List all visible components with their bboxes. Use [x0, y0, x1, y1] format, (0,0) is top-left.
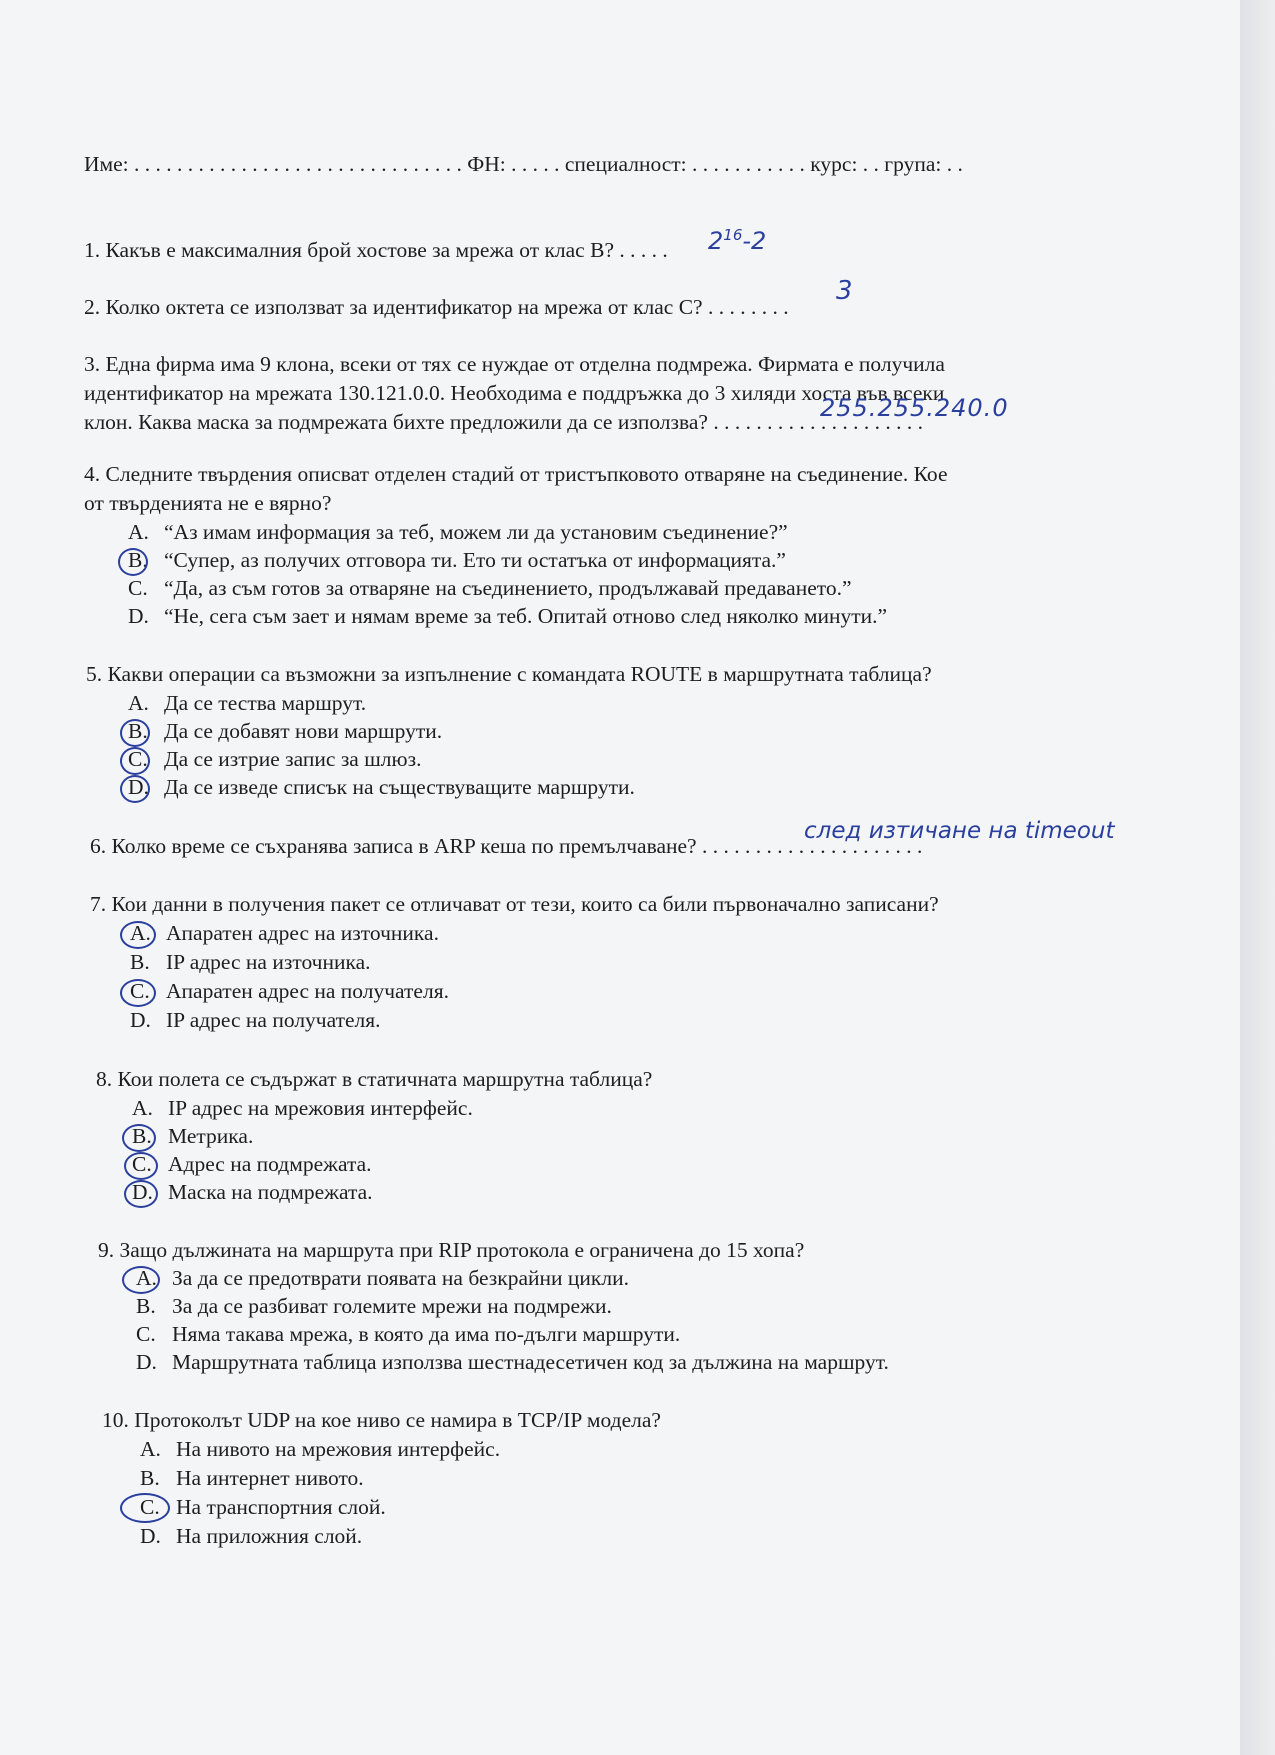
- answer-q3: 255.255.240.0: [820, 394, 1009, 422]
- option-text: За да се разбиват големите мрежи на подмрежи.: [172, 1294, 612, 1318]
- answer-circle-q8-b: [122, 1124, 156, 1152]
- question-10: 10. Протоколът UDP на кое ниво се намира в TCP/IP модела?: [102, 1408, 661, 1432]
- option-letter: D.: [140, 1524, 161, 1548]
- question-9: 9. Защо дължината на маршрута при RIP протокола е ограничена до 15 хопа?: [98, 1238, 805, 1262]
- q9-option-c: [136, 1320, 680, 1349]
- option-letter: B.: [140, 1466, 160, 1490]
- q8-option-d: [132, 1178, 373, 1207]
- option-letter: B.: [130, 950, 150, 974]
- answer-circle-q8-c: [124, 1152, 158, 1180]
- option-letter: C.: [136, 1322, 156, 1346]
- q7-option-c: [130, 977, 449, 1006]
- question-2: 2. Колко октета се използват за идентификатор на мрежа от клас С? . . . . . . . .: [84, 295, 789, 319]
- answer-circle-q8-d: [124, 1180, 158, 1208]
- q4-option-d: [128, 602, 887, 631]
- q7-option-d: [130, 1006, 381, 1035]
- question-3-line-2: идентификатор на мрежата 130.121.0.0. Необходима е поддръжка до 3 хиляди хоста във всеки: [84, 381, 945, 405]
- question-1: 1. Какъв е максималния брой хостове за мрежа от клас B? . . . . .: [84, 238, 668, 262]
- q5-option-c: [128, 745, 421, 774]
- option-text: Апаратен адрес на получателя.: [166, 979, 449, 1003]
- option-text: Маршрутната таблица използва шестнадесетичен код за дължина на маршрут.: [172, 1350, 889, 1374]
- question-8: 8. Кои полета се съдържат в статичната маршрутна таблица?: [96, 1067, 653, 1091]
- option-letter: C.: [132, 1152, 152, 1176]
- q5-option-b: [128, 717, 442, 746]
- option-letter: B.: [136, 1294, 156, 1318]
- option-text: На транспортния слой.: [176, 1495, 386, 1519]
- option-text: На нивото на мрежовия интерфейс.: [176, 1437, 501, 1461]
- option-letter: D.: [130, 1008, 151, 1032]
- option-text: IP адрес на получателя.: [166, 1008, 381, 1032]
- answer-q1-rest: -2: [742, 227, 767, 255]
- q10-option-b: [140, 1464, 364, 1493]
- option-text: “Аз имам информация за теб, можем ли да установим съединение?”: [164, 520, 788, 544]
- option-letter: C.: [128, 576, 148, 600]
- option-letter: C.: [140, 1495, 160, 1519]
- q4-option-c: [128, 574, 852, 603]
- answer-q1-exponent: 16: [723, 226, 743, 244]
- answer-q1: [708, 226, 766, 255]
- option-letter: B.: [128, 548, 148, 572]
- option-text: “Да, аз съм готов за отваряне на съединениeто, продължавай предаването.”: [164, 576, 852, 600]
- option-text: Апаратен адрес на източника.: [166, 921, 439, 945]
- q10-option-d: [140, 1522, 362, 1551]
- option-text: Няма такава мрежа, в която да има по-дълги маршрути.: [172, 1322, 681, 1346]
- option-letter: B.: [132, 1124, 152, 1148]
- option-text: IP адрес на мрежовия интерфейс.: [168, 1096, 473, 1120]
- option-letter: A.: [132, 1096, 153, 1120]
- student-info-line: Име: . . . . . . . . . . . . . . . . . . . . . . . . . . . . . . . ФН: . . . . . специалност: . . . . . . . . . . . курс: . . група: . .: [84, 152, 963, 176]
- option-text: Да се изтрие запис за шлюз.: [164, 747, 422, 771]
- q5-option-d: [128, 773, 635, 802]
- option-letter: D.: [136, 1350, 157, 1374]
- option-text: За да се предотврати появата на безкрайни цикли.: [172, 1266, 629, 1290]
- option-letter: D.: [128, 604, 149, 628]
- option-text: Да се изведе списък на съществуващите маршрути.: [164, 775, 635, 799]
- answer-circle-q5-c: [120, 747, 150, 775]
- option-text: Метрика.: [168, 1124, 254, 1148]
- answer-circle-q5-b: [120, 719, 150, 747]
- option-letter: D.: [132, 1180, 153, 1204]
- option-text: Адрес на подмрежата.: [168, 1152, 372, 1176]
- q9-option-b: [136, 1292, 612, 1321]
- option-text: Да се тества маршрут.: [164, 691, 367, 715]
- option-letter: B.: [128, 719, 148, 743]
- option-letter: A.: [128, 691, 149, 715]
- answer-circle-q9-a: [122, 1266, 160, 1294]
- option-text: На приложния слой.: [176, 1524, 363, 1548]
- option-text: На интернет нивото.: [176, 1466, 364, 1490]
- answer-circle-q7-a: [120, 921, 156, 949]
- q4-option-a: [128, 518, 788, 547]
- option-letter: A.: [128, 520, 149, 544]
- question-7: 7. Кои данни в получения пакет се отличават от тези, които са били първоначално записани?: [90, 892, 939, 916]
- q9-option-a: [136, 1264, 629, 1293]
- option-letter: A.: [136, 1266, 157, 1290]
- option-text: Маска на подмрежата.: [168, 1180, 373, 1204]
- option-letter: C.: [130, 979, 150, 1003]
- question-5: 5. Какви операции са възможни за изпълнение с командата ROUTE в маршрутната таблица?: [86, 662, 932, 686]
- answer-circle-q7-c: [120, 979, 156, 1007]
- scan-edge: [1240, 0, 1275, 1755]
- q7-option-a: [130, 919, 439, 948]
- option-letter: A.: [140, 1437, 161, 1461]
- answer-circle-q5-d: [120, 775, 150, 803]
- answer-q1-base: 2: [708, 227, 724, 255]
- answer-circle-q10-c: [120, 1493, 170, 1523]
- option-letter: D.: [128, 775, 149, 799]
- q10-option-c: [140, 1493, 386, 1522]
- question-4-line-2: от твърденията не е вярно?: [84, 491, 332, 515]
- option-text: “Супер, аз получих отговора ти. Ето ти остатъка от информацията.”: [164, 548, 786, 572]
- q7-option-b: [130, 948, 371, 977]
- q5-option-a: [128, 689, 366, 718]
- option-text: “Не, сега съм зает и нямам време за теб. Опитай отново след няколко минути.”: [164, 604, 888, 628]
- question-6: 6. Колко време се съхранява записа в ARP кеша по премълчаване? . . . . . . . . . . . . . . . . . . . . .: [90, 834, 923, 858]
- option-text: IP адрес на източника.: [166, 950, 371, 974]
- q9-option-d: [136, 1348, 889, 1377]
- option-letter: C.: [128, 747, 148, 771]
- q10-option-a: [140, 1435, 500, 1464]
- q8-option-c: [132, 1150, 372, 1179]
- answer-q6: след изтичане на timeout: [804, 818, 1115, 844]
- question-4-line-1: 4. Следните твърдения описват отделен стадий от тристъпковото отваряне на съединение. Кое: [84, 462, 948, 486]
- answer-circle-q4-b: [118, 548, 148, 576]
- q8-option-a: [132, 1094, 473, 1123]
- question-3-line-1: 3. Една фирма има 9 клона, всеки от тях се нуждае от отделна подмрежа. Фирмата е получила: [84, 352, 945, 376]
- answer-q2: 3: [836, 276, 853, 306]
- q4-option-b: [128, 546, 786, 575]
- option-text: Да се добавят нови маршрути.: [164, 719, 443, 743]
- question-3-line-3: клон. Каква маска за подмрежата бихте предложили да се използва? . . . . . . . . . . . . . . . . . . . .: [84, 410, 923, 434]
- option-letter: A.: [130, 921, 151, 945]
